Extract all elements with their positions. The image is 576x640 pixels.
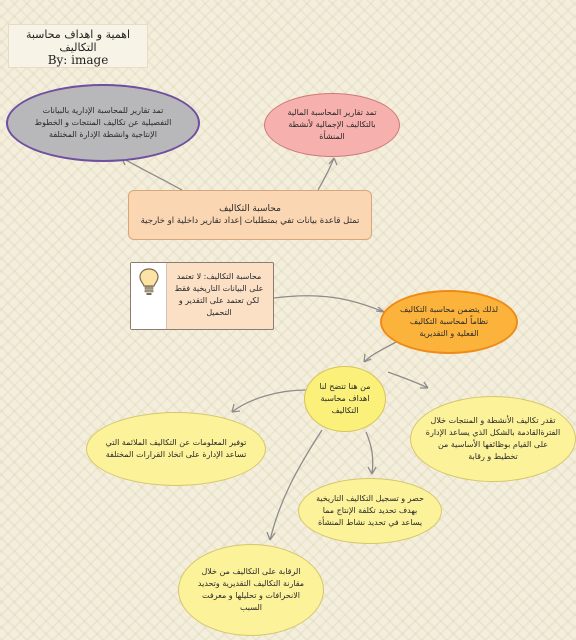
arrow-to-left xyxy=(232,390,306,412)
note-callout xyxy=(130,262,274,330)
arrow-to-mid xyxy=(366,432,373,474)
diagram-byline: By: image xyxy=(47,53,109,67)
node-objective-control xyxy=(178,544,324,636)
arrow-orange-to-center2 xyxy=(364,342,396,362)
lightbulb-icon-cell xyxy=(131,263,167,329)
node-financial-accounting xyxy=(264,93,400,157)
node-objective-information xyxy=(86,412,266,486)
node-objective-recording-text: حصر و تسجيل التكاليف التاريخية بهدف تحديد تكلفة الإنتاج مما يساعد في تحديد نشاط المنشأة xyxy=(316,494,424,527)
arrow-to-pink xyxy=(318,158,334,190)
node-objective-recording xyxy=(298,478,442,544)
node-actual-estimated xyxy=(380,290,518,354)
node-financial-accounting-text: تمد تقارير المحاسبة المالية بالتكاليف الإجمالية لأنشطة المنشأة xyxy=(287,108,377,141)
node-objective-estimation xyxy=(410,396,576,482)
node-cost-accounting-title: محاسبة التكاليف xyxy=(219,204,281,214)
diagram-title: اهمية و اهداف محاسبة التكاليف xyxy=(25,28,131,54)
arrow-to-right xyxy=(388,372,428,388)
node-cost-accounting-subtitle: تمثل قاعدة بيانات تفي بمتطلبات إعداد تقارير داخلية او خارجية xyxy=(140,216,360,226)
node-actual-estimated-text: لذلك يتضمن محاسبة التكاليف نظاماً لمحاسبة التكاليف الفعلية و التقديرية xyxy=(399,305,499,338)
arrow-to-gray xyxy=(122,158,182,190)
lightbulb-icon xyxy=(137,267,161,297)
node-managerial-accounting xyxy=(6,84,200,162)
node-objective-information-text: توفير المعلومات عن التكاليف الملائمة التي تساعد الإدارة على اتخاذ القرارات المختلفة xyxy=(105,438,247,459)
node-objectives xyxy=(304,366,386,432)
node-cost-accounting xyxy=(128,190,372,240)
note-text: محاسبة التكاليف: لا تعتمد على البيانات التاريخية فقط لكن تعتمد على التقدير و التحميل xyxy=(174,272,264,317)
node-objective-control-text: الرقابة على التكاليف من خلال مقارنة التكاليف التقديرية وتحديد الانحرافات و تحليلها و معرفت السبب xyxy=(197,567,305,612)
node-managerial-accounting-text: تمد تقارير للمحاسبة الإدارية بالبيانات التفصيلية عن تكاليف المنتجات و الخطوط الإنتاجية وانشطة الإدارة المختلفة xyxy=(34,106,172,139)
node-objectives-text: من هنا تتضح لنا اهداف محاسبة التكاليف xyxy=(319,382,371,415)
node-objective-estimation-text: تقدر تكاليف الأنشطة و المنتجات خلال الفترةالقادمة بالشكل الذي يساعد الإدارة على القيام بوظائفها الأساسية من تخطيط و رقابة xyxy=(425,416,561,461)
arrow-note-to-orange xyxy=(274,296,384,312)
